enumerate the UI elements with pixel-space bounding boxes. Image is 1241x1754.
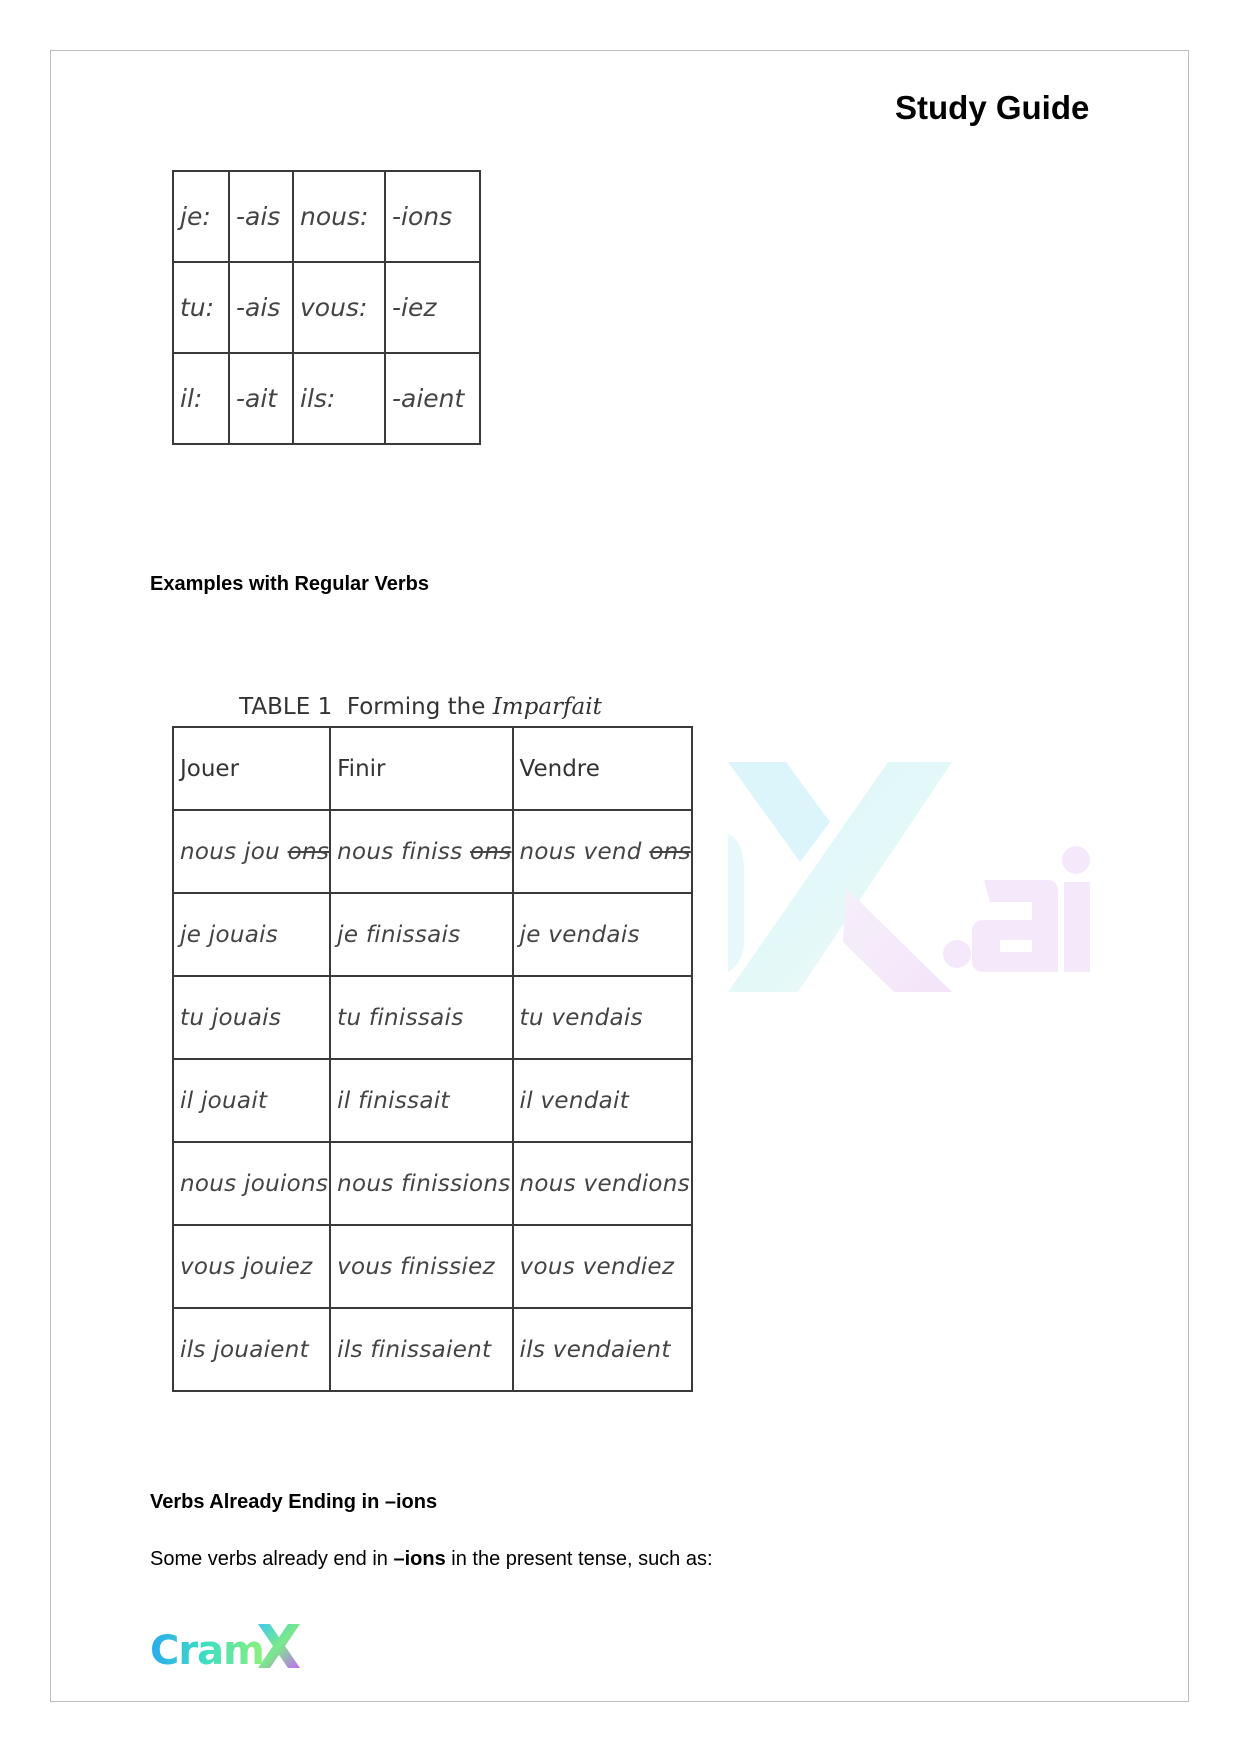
table-cell: je jouais bbox=[173, 893, 330, 976]
para-text: in the present tense, such as: bbox=[445, 1548, 713, 1570]
table-row bbox=[173, 976, 692, 1059]
stem-text: nous vend bbox=[519, 838, 650, 865]
table-row bbox=[173, 1142, 692, 1225]
para-bold: –ions bbox=[393, 1548, 446, 1570]
struck-ending: ons bbox=[469, 838, 512, 865]
table-cell: nous finissions bbox=[330, 1142, 512, 1225]
table-cell: vous jouiez bbox=[173, 1225, 330, 1308]
table-cell: -aient bbox=[385, 353, 480, 444]
table-cell: -ait bbox=[229, 353, 293, 444]
table-cell: ils jouaient bbox=[173, 1308, 330, 1391]
table-row bbox=[173, 353, 480, 444]
cramx-logo-icon bbox=[150, 1620, 300, 1672]
table-cell: -iez bbox=[385, 262, 480, 353]
table-cell: tu finissais bbox=[330, 976, 512, 1059]
table-row bbox=[173, 893, 692, 976]
table-cell: ils finissaient bbox=[330, 1308, 512, 1391]
table-cell: vous: bbox=[293, 262, 385, 353]
table-cell: il finissait bbox=[330, 1059, 512, 1142]
table-cell: nous: bbox=[293, 171, 385, 262]
column-header-jouer: Jouer bbox=[173, 727, 330, 810]
table-cell: je vendais bbox=[513, 893, 692, 976]
table-cell: tu jouais bbox=[173, 976, 330, 1059]
table-caption bbox=[172, 692, 669, 722]
table-cell: tu vendais bbox=[513, 976, 692, 1059]
table-cell: -ais bbox=[229, 262, 293, 353]
table-cell: tu: bbox=[173, 262, 229, 353]
imparfait-table bbox=[172, 726, 693, 1392]
table-cell: il: bbox=[173, 353, 229, 444]
table-cell: je: bbox=[173, 171, 229, 262]
stem-text: nous finiss bbox=[337, 838, 470, 865]
struck-ending: ons bbox=[287, 838, 330, 865]
table-cell bbox=[513, 810, 692, 893]
table-row bbox=[173, 1225, 692, 1308]
table-cell: ils: bbox=[293, 353, 385, 444]
table-cell: nous jouions bbox=[173, 1142, 330, 1225]
svg-text:Cram: Cram bbox=[150, 1628, 264, 1672]
caption-prefix: TABLE 1 Forming the bbox=[239, 694, 493, 720]
para-text: Some verbs already end in bbox=[150, 1548, 394, 1570]
table-row bbox=[173, 262, 480, 353]
table-cell bbox=[330, 810, 512, 893]
table-row bbox=[173, 1308, 692, 1391]
table-cell: je finissais bbox=[330, 893, 512, 976]
table-row-stem bbox=[173, 810, 692, 893]
paragraph bbox=[150, 1546, 713, 1572]
table-cell: vous finissiez bbox=[330, 1225, 512, 1308]
stem-text: nous jou bbox=[180, 838, 288, 865]
column-header-vendre: Vendre bbox=[513, 727, 692, 810]
table-row bbox=[173, 171, 480, 262]
section-heading-verbs-ions: Verbs Already Ending in –ions bbox=[150, 1491, 438, 1513]
table-cell: il vendait bbox=[513, 1059, 692, 1142]
x-logo-watermark-icon bbox=[728, 762, 1090, 992]
caption-italic: Imparfait bbox=[492, 694, 602, 720]
table-cell: -ions bbox=[385, 171, 480, 262]
table-cell: il jouait bbox=[173, 1059, 330, 1142]
table-row bbox=[173, 1059, 692, 1142]
table-cell: ils vendaient bbox=[513, 1308, 692, 1391]
column-header-finir: Finir bbox=[330, 727, 512, 810]
endings-table bbox=[172, 170, 481, 445]
table-cell: vous vendiez bbox=[513, 1225, 692, 1308]
table-cell: -ais bbox=[229, 171, 293, 262]
page-title: Study Guide bbox=[895, 89, 1090, 126]
table-cell bbox=[173, 810, 330, 893]
table-header-row bbox=[173, 727, 692, 810]
struck-ending: ons bbox=[649, 838, 691, 865]
section-heading-examples: Examples with Regular Verbs bbox=[150, 573, 429, 595]
table-cell: nous vendions bbox=[513, 1142, 692, 1225]
